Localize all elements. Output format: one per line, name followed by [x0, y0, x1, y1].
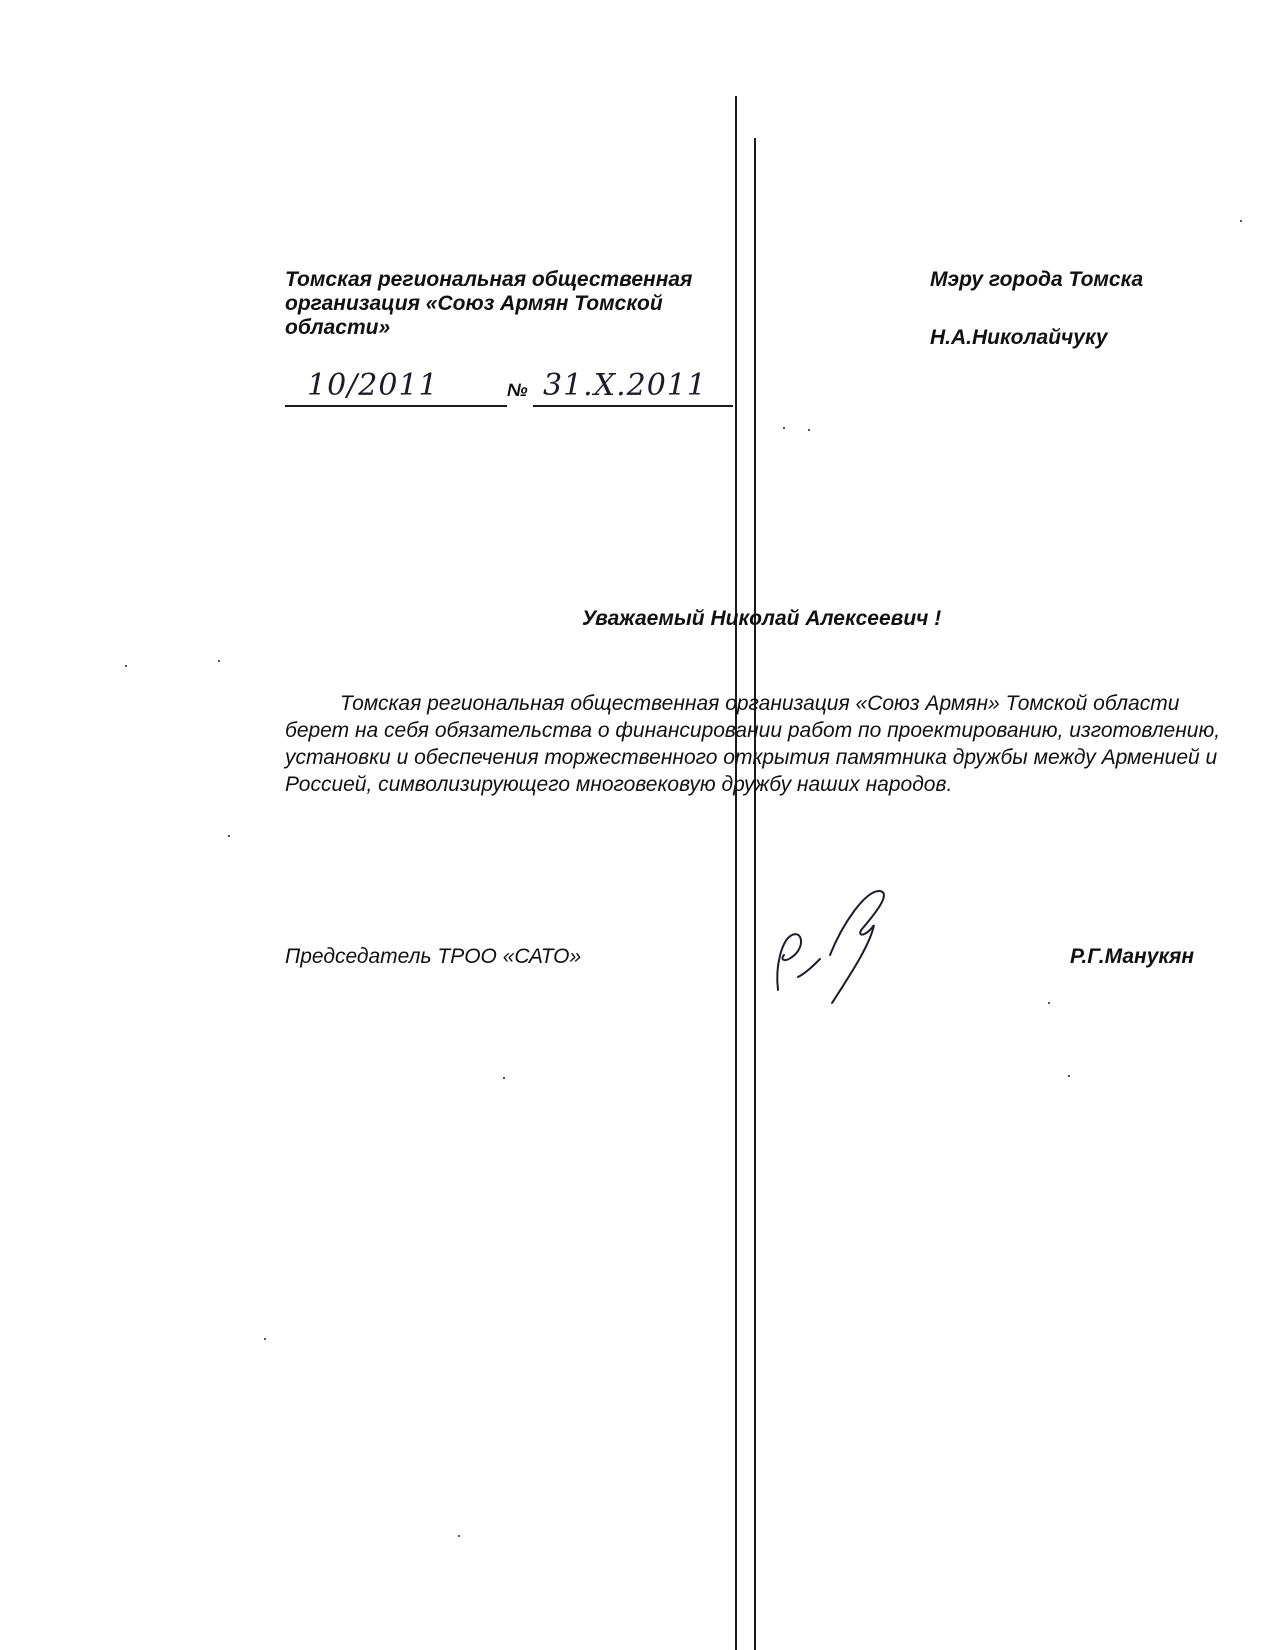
scan-speck — [264, 1338, 266, 1340]
letter-body: Томская региональная общественная организация «Союз Армян» Томской области берет на себя обязательства о финансировании работ по проектированию, изготовлению, установки и обеспечения торжественного открытия памятника дружбы между Арменией и Россией, символизирующего многовековую дружбу наших народов. — [285, 692, 1221, 796]
scan-speck — [228, 835, 230, 837]
scan-speck — [783, 427, 785, 429]
addressee-title: Мэру города Томска — [930, 268, 1144, 291]
scan-speck — [125, 665, 127, 667]
scan-speck — [808, 429, 810, 431]
signatory-title: Председатель ТРОО «САТО» — [285, 945, 582, 968]
scan-speck — [1048, 1002, 1050, 1004]
addressee-name: Н.А.Николайчуку — [930, 326, 1108, 349]
registration-number: 10/2011 — [307, 368, 439, 403]
scan-artifact-line — [754, 138, 756, 1650]
sender-line: организация «Союз Армян Томской — [285, 292, 663, 315]
registration-underline — [285, 405, 507, 407]
scan-speck — [503, 1077, 505, 1079]
salutation: Уважаемый Николай Алексеевич ! — [582, 607, 942, 630]
sender-line: области» — [285, 316, 391, 339]
sender-line: Томская региональная общественная — [285, 268, 693, 291]
scan-speck — [1068, 1075, 1070, 1077]
scan-speck — [458, 1535, 460, 1537]
scan-speck — [218, 660, 220, 662]
registration-date: 31.X.2011 — [543, 368, 707, 403]
signatory-name: Р.Г.Манукян — [1070, 945, 1195, 968]
handwritten-signature — [770, 885, 920, 1005]
number-sign-label: № — [507, 380, 528, 400]
registration-row — [285, 368, 740, 408]
registration-underline — [533, 405, 733, 407]
scan-speck — [1240, 220, 1242, 222]
sender-block — [285, 268, 755, 340]
